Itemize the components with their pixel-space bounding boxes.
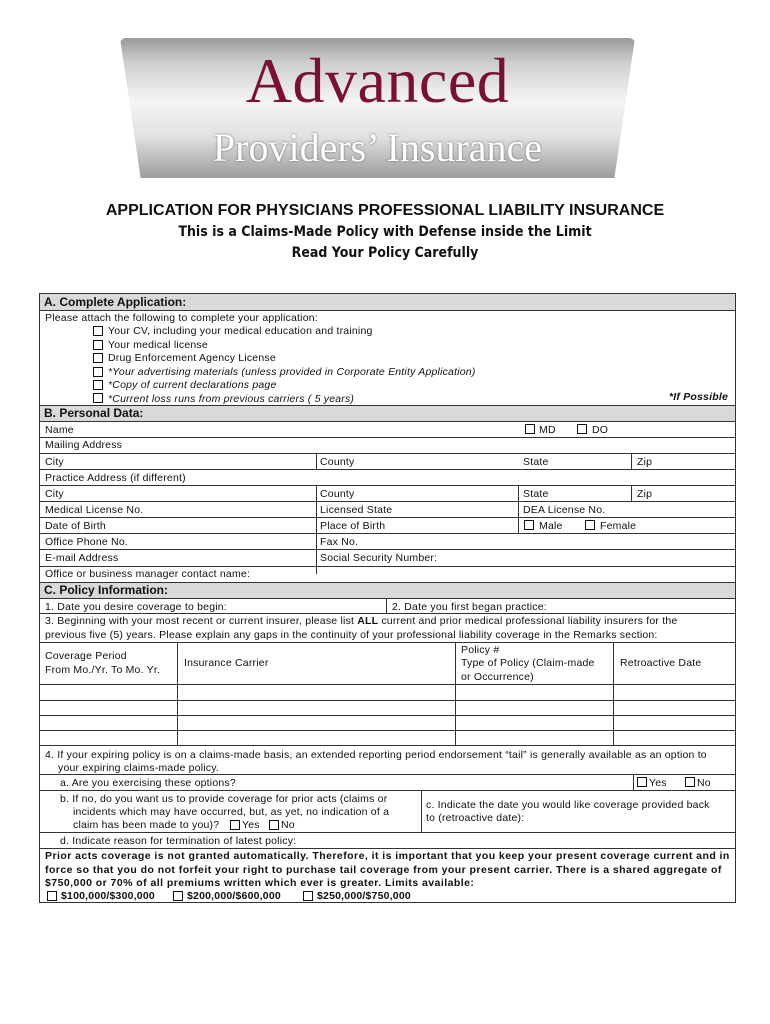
col-policy-number: Policy #: [461, 644, 500, 656]
md-checkbox[interactable]: [525, 424, 535, 434]
female-label: Female: [600, 520, 637, 532]
q1-coverage-begin: 1. Date you desire coverage to begin:: [45, 601, 227, 613]
mailing-address-label: Mailing Address: [45, 439, 123, 451]
col-coverage-period: Coverage Period: [45, 650, 127, 662]
dob-label: Date of Birth: [45, 520, 106, 532]
col-insurance-carrier: Insurance Carrier: [184, 657, 269, 669]
declarations-label: *Copy of current declarations page: [108, 379, 277, 391]
limit-100k-label: $100,000/$300,000: [61, 890, 155, 902]
page-subtitle-1: This is a Claims-Made Policy with Defense inside the Limit: [178, 224, 592, 240]
exercising-yes-checkbox[interactable]: [637, 777, 647, 787]
q4b-line3: claim has been made to you)?: [73, 819, 220, 831]
exercising-no-label: No: [697, 777, 711, 789]
md-label: MD: [539, 424, 556, 436]
limit-200k-label: $200,000/$600,000: [187, 890, 281, 902]
advertising-label: *Your advertising materials (unless provided in Corporate Entity Application): [108, 366, 476, 378]
advertising-checkbox[interactable]: [93, 367, 103, 377]
dea-license-checkbox[interactable]: [93, 353, 103, 363]
limit-100k-checkbox[interactable]: [47, 891, 57, 901]
section-b-heading: B. Personal Data:: [40, 406, 735, 421]
prior-acts-no-checkbox[interactable]: [269, 820, 279, 830]
page-subtitle-2: Read Your Policy Carefully: [291, 245, 479, 261]
prior-acts-note-line3: $750,000 or 70% of all premiums written which ever is greater. Limits available:: [45, 877, 475, 889]
logo-text-providers: Providers’ Insurance: [212, 125, 543, 170]
office-phone-label: Office Phone No.: [45, 536, 128, 548]
dea-no-label: DEA License No.: [523, 504, 606, 516]
q2-began-practice: 2. Date you first began practice:: [392, 601, 547, 613]
prior-acts-note-line2: force so that you do not forfeit your right to purchase tail coverage from your present carrier. There is a shared aggregate of: [45, 864, 722, 876]
col-policy-type: Type of Policy (Claim-made: [461, 657, 595, 669]
cv-checkbox[interactable]: [93, 326, 103, 336]
table-row[interactable]: [40, 715, 735, 716]
exercising-no-checkbox[interactable]: [685, 777, 695, 787]
manager-contact-label: Office or business manager contact name:: [45, 568, 251, 580]
medical-license-label: Your medical license: [108, 339, 208, 351]
city-label: City: [45, 456, 64, 468]
licensed-state-label: Licensed State: [320, 504, 393, 516]
cv-label: Your CV, including your medical education and training: [108, 325, 373, 337]
col-policy-occurrence: or Occurrence): [461, 671, 534, 683]
female-checkbox[interactable]: [585, 520, 595, 530]
q4c-line1: c. Indicate the date you would like coverage provided back: [426, 799, 710, 811]
prior-acts-no-label: No: [281, 819, 295, 831]
dea-license-label: Drug Enforcement Agency License: [108, 352, 276, 364]
practice-county-label: County: [320, 488, 355, 500]
section-c-heading: C. Policy Information:: [40, 583, 735, 598]
prior-acts-yes-checkbox[interactable]: [230, 820, 240, 830]
limit-200k-checkbox[interactable]: [173, 891, 183, 901]
logo-text-advanced: Advanced: [245, 45, 510, 116]
declarations-checkbox[interactable]: [93, 380, 103, 390]
q4a-exercising-options: a. Are you exercising these options?: [60, 777, 236, 789]
practice-zip-label: Zip: [637, 488, 653, 500]
email-label: E-mail Address: [45, 552, 119, 564]
male-checkbox[interactable]: [524, 520, 534, 530]
limit-250k-label: $250,000/$750,000: [317, 890, 411, 902]
q3-line2: previous five (5) years. Please explain any gaps in the continuity of your professional liability coverage in the Remarks section:: [45, 629, 658, 641]
prior-acts-yes-label: Yes: [242, 819, 260, 831]
q4c-line2: to (retroactive date):: [426, 812, 525, 824]
state-label: State: [523, 456, 549, 468]
zip-label: Zip: [637, 456, 653, 468]
practice-state-label: State: [523, 488, 549, 500]
limit-250k-checkbox[interactable]: [303, 891, 313, 901]
loss-runs-checkbox[interactable]: [93, 393, 103, 403]
q4-line2: your expiring claims-made policy.: [58, 762, 220, 774]
q4d-termination-reason: d. Indicate reason for termination of latest policy:: [60, 835, 297, 847]
fax-label: Fax No.: [320, 536, 359, 548]
section-a-heading: A. Complete Application:: [40, 294, 735, 310]
do-label: DO: [592, 424, 609, 436]
q4-line1: 4. If your expiring policy is on a claims-made basis, an extended reporting period endorsement “tail” is generally available as an option to: [45, 749, 707, 761]
col-retroactive-date: Retroactive Date: [620, 657, 702, 669]
table-row[interactable]: [40, 730, 735, 731]
q4b-line1: b. If no, do you want us to provide coverage for prior acts (claims or: [60, 793, 388, 805]
name-label: Name: [45, 424, 74, 436]
if-possible-note: *If Possible: [668, 391, 728, 403]
county-label: County: [320, 456, 355, 468]
table-row[interactable]: [40, 700, 735, 701]
male-label: Male: [539, 520, 563, 532]
do-checkbox[interactable]: [577, 424, 587, 434]
ssn-label: Social Security Number:: [320, 552, 438, 564]
company-logo: [120, 38, 635, 178]
pob-label: Place of Birth: [320, 520, 386, 532]
application-form: [39, 293, 736, 903]
exercising-yes-label: Yes: [649, 777, 667, 789]
license-no-label: Medical License No.: [45, 504, 144, 516]
prior-acts-note-line1: Prior acts coverage is not granted automatically. Therefore, it is important that you keep your present coverage current and in: [45, 850, 730, 862]
practice-address-label: Practice Address (if different): [45, 472, 186, 484]
loss-runs-label: *Current loss runs from previous carriers ( 5 years): [108, 393, 355, 405]
section-a-intro: Please attach the following to complete your application:: [45, 312, 318, 324]
col-coverage-range: From Mo./Yr. To Mo. Yr.: [45, 664, 161, 676]
medical-license-checkbox[interactable]: [93, 340, 103, 350]
q4b-line2: incidents which may have occurred, but, as yet, no indication of a: [73, 806, 390, 818]
page-title: APPLICATION FOR PHYSICIANS PROFESSIONAL LIABILITY INSURANCE: [105, 202, 665, 219]
practice-city-label: City: [45, 488, 64, 500]
q3-line1: 3. Beginning with your most recent or current insurer, please list ALL current and prior medical professional liability insurers for the: [45, 615, 678, 627]
